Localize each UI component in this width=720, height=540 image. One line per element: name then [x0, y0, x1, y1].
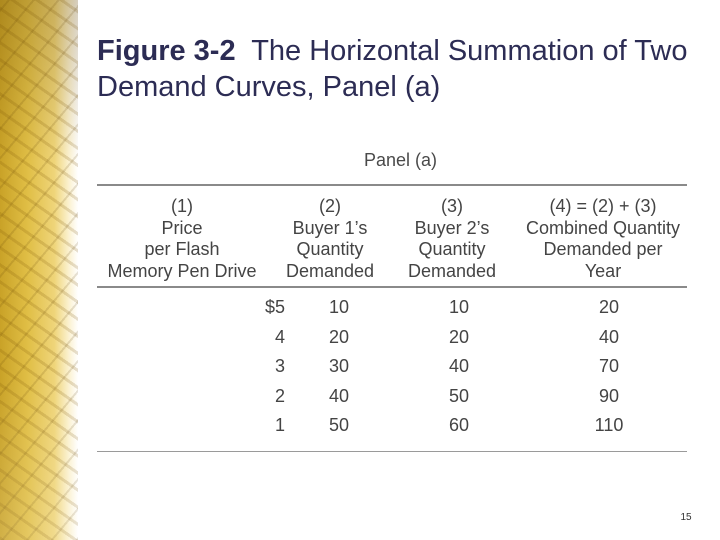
buyer2-quantity-cell: 10 — [448, 297, 470, 317]
buyer2-quantity-cell: 50 — [448, 385, 470, 406]
combined-quantity-cell: 40 — [598, 326, 620, 347]
table-row — [97, 327, 687, 357]
table-row — [97, 415, 687, 445]
buyer2-quantity-cell: 60 — [448, 415, 470, 435]
column-header-buyer2: (3) Buyer 2’s Quantity Demanded — [407, 196, 497, 281]
buyer2-quantity-cell: 20 — [448, 326, 470, 347]
slide-title — [97, 33, 707, 105]
price-cell: 1 — [274, 415, 285, 435]
price-cell: 4 — [274, 326, 285, 347]
buyer2-quantity-cell: 40 — [448, 356, 470, 376]
price-cell: 2 — [274, 385, 285, 406]
buyer1-quantity-cell: 10 — [328, 297, 350, 317]
table-row — [97, 356, 687, 386]
table-bottom-rule — [97, 451, 687, 452]
combined-quantity-cell: 90 — [598, 385, 620, 406]
price-cell: 3 — [274, 356, 285, 376]
table-row — [97, 297, 687, 327]
panel-label: Panel (a) — [364, 150, 438, 170]
figure-caption: The Horizontal Summation of Two Demand Curves, Panel (a) — [97, 35, 688, 103]
buyer1-quantity-cell: 30 — [328, 356, 350, 376]
buyer1-quantity-cell: 50 — [328, 415, 350, 435]
table-body — [97, 297, 687, 445]
decorative-side-band — [0, 0, 78, 540]
combined-quantity-cell: 20 — [598, 297, 620, 317]
figure-number: Figure 3-2 — [97, 35, 236, 67]
buyer1-quantity-cell: 20 — [328, 326, 350, 347]
combined-quantity-cell: 70 — [598, 356, 620, 376]
column-header-price: (1) Price per Flash Memory Pen Drive — [107, 196, 257, 281]
combined-quantity-cell: 110 — [594, 415, 624, 435]
table-header-rule — [97, 286, 687, 288]
table-row — [97, 386, 687, 416]
column-header-combined: (4) = (2) + (3) Combined Quantity Demanded per Year — [525, 196, 681, 281]
buyer1-quantity-cell: 40 — [328, 385, 350, 406]
page-number: 15 — [680, 512, 692, 523]
table-top-rule — [97, 184, 687, 186]
price-cell: $5 — [264, 297, 285, 317]
column-header-buyer1: (2) Buyer 1’s Quantity Demanded — [285, 196, 375, 281]
